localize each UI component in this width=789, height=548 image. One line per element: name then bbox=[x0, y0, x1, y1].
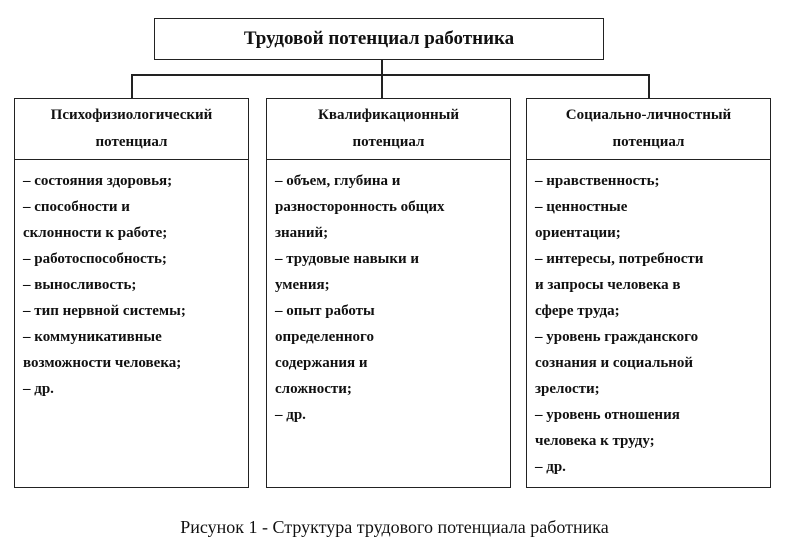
column-header-text: Квалификационный потенциал bbox=[317, 107, 460, 150]
list-item: – уровень гражданского сознания и социальной зрелости; bbox=[535, 329, 699, 397]
list-item: – опыт работы определенного содержания и сложности; bbox=[275, 303, 375, 397]
connector-left bbox=[131, 74, 133, 98]
column-header-text: Психофизиологический потенциал bbox=[50, 107, 213, 150]
figure-caption: Рисунок 1 - Структура трудового потенциала работника bbox=[180, 517, 609, 537]
root-title: Трудовой потенциал работника bbox=[243, 28, 515, 49]
list-item: – интересы, потребности и запросы человека в сфере труда; bbox=[535, 251, 704, 319]
list-item: – ценностные ориентации; bbox=[535, 199, 628, 241]
list-item: – тип нервной системы; bbox=[23, 303, 186, 319]
list-item: – выносливость; bbox=[23, 277, 137, 293]
connector-horizontal bbox=[131, 74, 649, 76]
column-header bbox=[15, 99, 248, 160]
connector-right bbox=[648, 74, 650, 98]
list-item: – др. bbox=[23, 381, 54, 397]
column-body bbox=[267, 160, 510, 428]
list-item: – др. bbox=[535, 459, 566, 475]
column-body bbox=[15, 160, 248, 402]
column-psychophysiological bbox=[14, 98, 249, 488]
list-item: – способности и склонности к работе; bbox=[23, 199, 168, 241]
root-node bbox=[154, 18, 604, 60]
column-social-personal bbox=[526, 98, 771, 488]
connector-top-vertical bbox=[381, 60, 383, 98]
column-qualification bbox=[266, 98, 511, 488]
column-header bbox=[527, 99, 770, 160]
list-item: – состояния здоровья; bbox=[23, 173, 173, 189]
list-item: – трудовые навыки и умения; bbox=[275, 251, 420, 293]
list-item: – др. bbox=[275, 407, 306, 423]
column-header bbox=[267, 99, 510, 160]
list-item: – работоспособность; bbox=[23, 251, 167, 267]
list-item: – объем, глубина и разносторонность общих знаний; bbox=[275, 173, 445, 241]
column-body bbox=[527, 160, 770, 480]
list-item: – нравственность; bbox=[535, 173, 660, 189]
list-item: – коммуникативные возможности человека; bbox=[23, 329, 182, 371]
list-item: – уровень отношения человека к труду; bbox=[535, 407, 680, 449]
column-header-text: Социально-личностный потенциал bbox=[565, 107, 732, 150]
